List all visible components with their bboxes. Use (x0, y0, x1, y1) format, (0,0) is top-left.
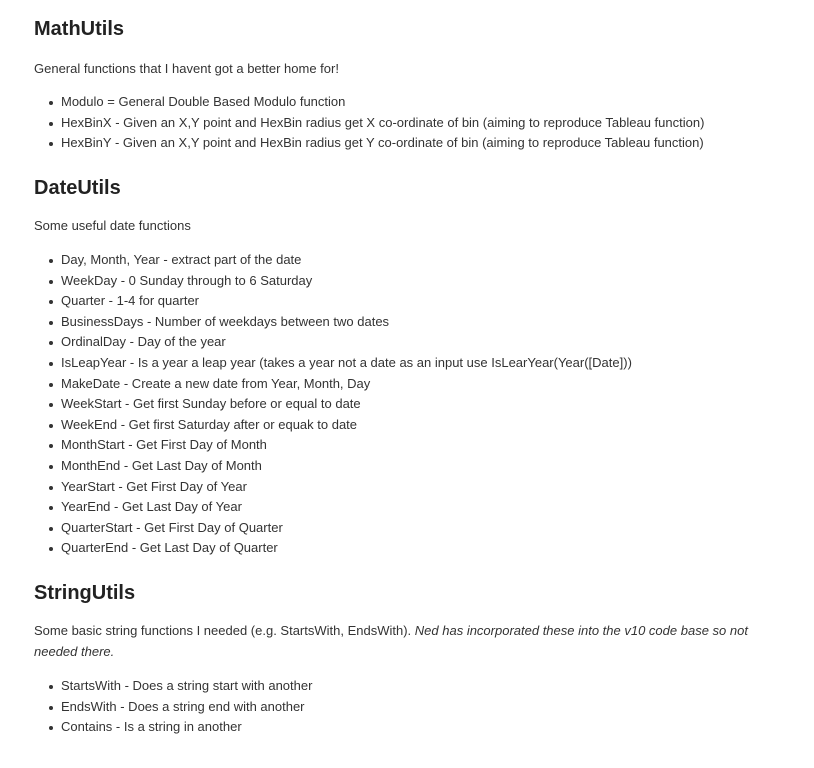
list-item: HexBinY - Given an X,Y point and HexBin radius get Y co-ordinate of bin (aiming to reproduce Tableau function) (61, 133, 704, 154)
section-heading: DateUtils (34, 177, 121, 199)
list-item: WeekDay - 0 Sunday through to 6 Saturday (61, 271, 632, 292)
intro-note: Ned has incorporated these into the v10 code base so not needed there. (34, 623, 748, 659)
list-item: QuarterEnd - Get Last Day of Quarter (61, 538, 632, 559)
list-item: WeekEnd - Get first Saturday after or equak to date (61, 415, 632, 436)
list-item: EndsWith - Does a string end with another (61, 697, 312, 718)
list-item: MonthEnd - Get Last Day of Month (61, 456, 632, 477)
list-item: MakeDate - Create a new date from Year, Month, Day (61, 374, 632, 395)
list-item: HexBinX - Given an X,Y point and HexBin radius get X co-ordinate of bin (aiming to reproduce Tableau function) (61, 113, 704, 134)
function-list (34, 676, 312, 738)
function-list (34, 92, 704, 154)
section-heading: MathUtils (34, 18, 124, 40)
list-item: YearStart - Get First Day of Year (61, 477, 632, 498)
list-item: Modulo = General Double Based Modulo function (61, 92, 704, 113)
list-item: MonthStart - Get First Day of Month (61, 435, 632, 456)
section-intro: Some useful date functions (34, 218, 191, 233)
list-item: IsLeapYear - Is a year a leap year (takes a year not a date as an input use IsLearYear(Year([Date])) (61, 353, 632, 374)
list-item: Contains - Is a string in another (61, 717, 312, 738)
list-item: Quarter - 1-4 for quarter (61, 291, 632, 312)
intro-text: Some basic string functions I needed (e.g. StartsWith, EndsWith). (34, 623, 415, 638)
list-item: BusinessDays - Number of weekdays between two dates (61, 312, 632, 333)
list-item: WeekStart - Get first Sunday before or equal to date (61, 394, 632, 415)
list-item: OrdinalDay - Day of the year (61, 332, 632, 353)
list-item: Day, Month, Year - extract part of the date (61, 250, 632, 271)
function-list (34, 250, 632, 559)
list-item: StartsWith - Does a string start with another (61, 676, 312, 697)
list-item: QuarterStart - Get First Day of Quarter (61, 518, 632, 539)
section-intro: General functions that I havent got a better home for! (34, 61, 339, 76)
section-heading: StringUtils (34, 582, 136, 604)
section-intro (34, 620, 784, 662)
list-item: YearEnd - Get Last Day of Year (61, 497, 632, 518)
